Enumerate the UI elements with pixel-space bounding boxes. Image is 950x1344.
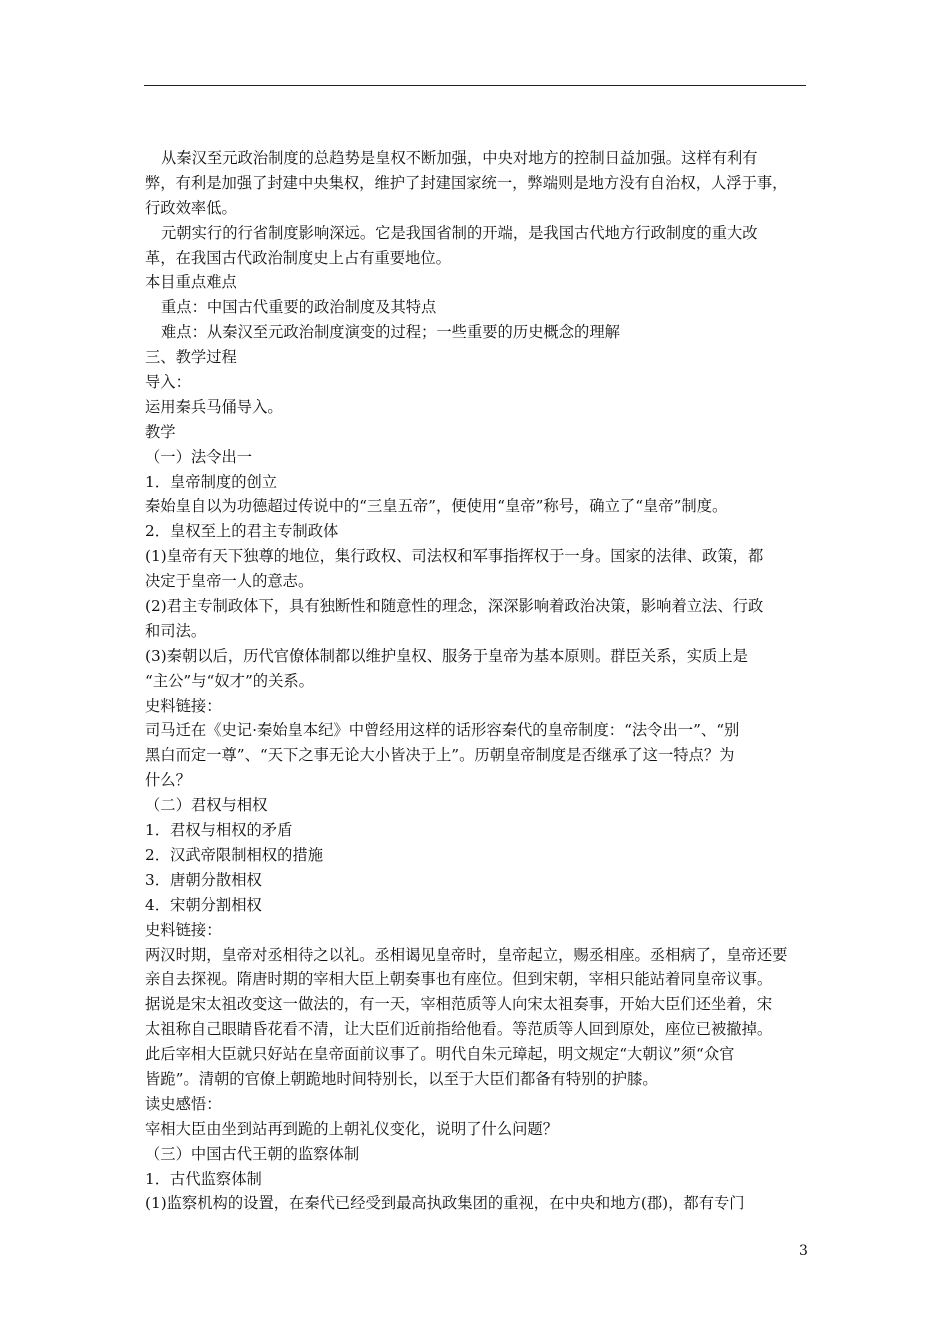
text-line: 三、教学过程 (145, 348, 237, 367)
text-line: 重点：中国古代重要的政治制度及其特点 (161, 298, 437, 317)
text-line: （三）中国古代王朝的监察体制 (145, 1144, 360, 1163)
text-line: (2)君主专制政体下，具有独断性和随意性的理念，深深影响着政治决策，影响着立法、行政 (145, 597, 764, 616)
text-line: 2．汉武帝限制相权的措施 (145, 845, 323, 864)
text-line: 教学 (145, 422, 176, 441)
text-line: 1．皇帝制度的创立 (145, 472, 278, 491)
text-line: 据说是宋太祖改变这一做法的，有一天，宰相范质等人向宋太祖奏事，开始大臣们还坐着，宋 (145, 995, 773, 1014)
header-rule (144, 85, 806, 86)
text-line: 3．唐朝分散相权 (145, 870, 262, 889)
text-line: 宰相大臣由坐到站再到跪的上朝礼仪变化，说明了什么问题？ (145, 1119, 559, 1138)
text-line: （二）君权与相权 (145, 796, 268, 815)
text-line: 弊，有利是加强了封建中央集权，维护了封建国家统一，弊端则是地方没有自治权，人浮于事， (145, 173, 788, 192)
text-line: 1．古代监察体制 (145, 1169, 262, 1188)
text-line: 读史感悟： (145, 1094, 222, 1113)
text-line: 什么？ (145, 771, 191, 790)
text-line: 从秦汉至元政治制度的总趋势是皇权不断加强，中央对地方的控制日益加强。这样有利有 (161, 149, 758, 167)
text-line: 黑白而定一尊”、“天下之事无论大小皆决于上”。历朝皇帝制度是否继承了这一特点？为 (145, 746, 735, 765)
text-line: 运用秦兵马俑导入。 (145, 397, 283, 416)
page-number: 3 (799, 1243, 808, 1259)
text-line: 亲自去探视。隋唐时期的宰相大臣上朝奏事也有座位。但到宋朝，宰相只能站着同皇帝议事。 (145, 970, 773, 989)
text-line: 两汉时期，皇帝对丞相待之以礼。丞相谒见皇帝时，皇帝起立，赐丞相座。丞相病了，皇帝还要 (145, 945, 788, 964)
text-line: “主公”与“奴才”的关系。 (145, 671, 314, 690)
text-line: 4．宋朝分割相权 (145, 895, 262, 914)
text-line: 决定于皇帝一人的意志。 (145, 572, 314, 591)
text-line: 和司法。 (145, 621, 207, 640)
text-line: 太祖称自己眼睛昏花看不清，让大臣们近前指给他看。等范质等人回到原处，座位已被撤掉。 (145, 1020, 773, 1039)
text-line: (1)监察机构的设置，在秦代已经受到最高执政集团的重视，在中央和地方(郡)，都有专门 (145, 1194, 745, 1213)
text-line: 史料链接： (145, 696, 222, 715)
document-body (145, 146, 813, 1216)
text-line: (3)秦朝以后，历代官僚体制都以维护皇权、服务于皇帝为基本原则。群臣关系，实质上是 (145, 646, 748, 665)
text-line: （一）法令出一 (145, 447, 253, 466)
text-line: 行政效率低。 (145, 198, 237, 217)
text-line: 皆跪”。清朝的官僚上朝跪地时间特别长，以至于大臣们都备有特别的护膝。 (145, 1069, 658, 1088)
text-line: 史料链接： (145, 920, 222, 939)
text-line: 此后宰相大臣就只好站在皇帝面前议事了。明代自朱元璋起，明文规定“大朝议”须“众官 (145, 1045, 735, 1064)
text-line: 元朝实行的行省制度影响深远。它是我国省制的开端，是我国古代地方行政制度的重大改 (161, 223, 758, 242)
text-line: 革，在我国古代政治制度史上占有重要地位。 (145, 248, 451, 267)
text-line: 本目重点难点 (145, 273, 237, 292)
text-line: 1．君权与相权的矛盾 (145, 821, 293, 840)
text-line: 司马迁在《史记·秦始皇本纪》中曾经用这样的话形容秦代的皇帝制度：“法令出一”、“别 (145, 721, 740, 740)
text-line: (1)皇帝有天下独尊的地位，集行政权、司法权和军事指挥权于一身。国家的法律、政策，都 (145, 547, 764, 566)
text-line: 2．皇权至上的君主专制政体 (145, 522, 339, 541)
text-line: 难点：从秦汉至元政治制度演变的过程；一些重要的历史概念的理解 (161, 323, 620, 342)
text-line: 秦始皇自以为功德超过传说中的“三皇五帝”，便使用“皇帝”称号，确立了“皇帝”制度。 (145, 497, 728, 516)
text-line: 导入： (145, 373, 191, 392)
